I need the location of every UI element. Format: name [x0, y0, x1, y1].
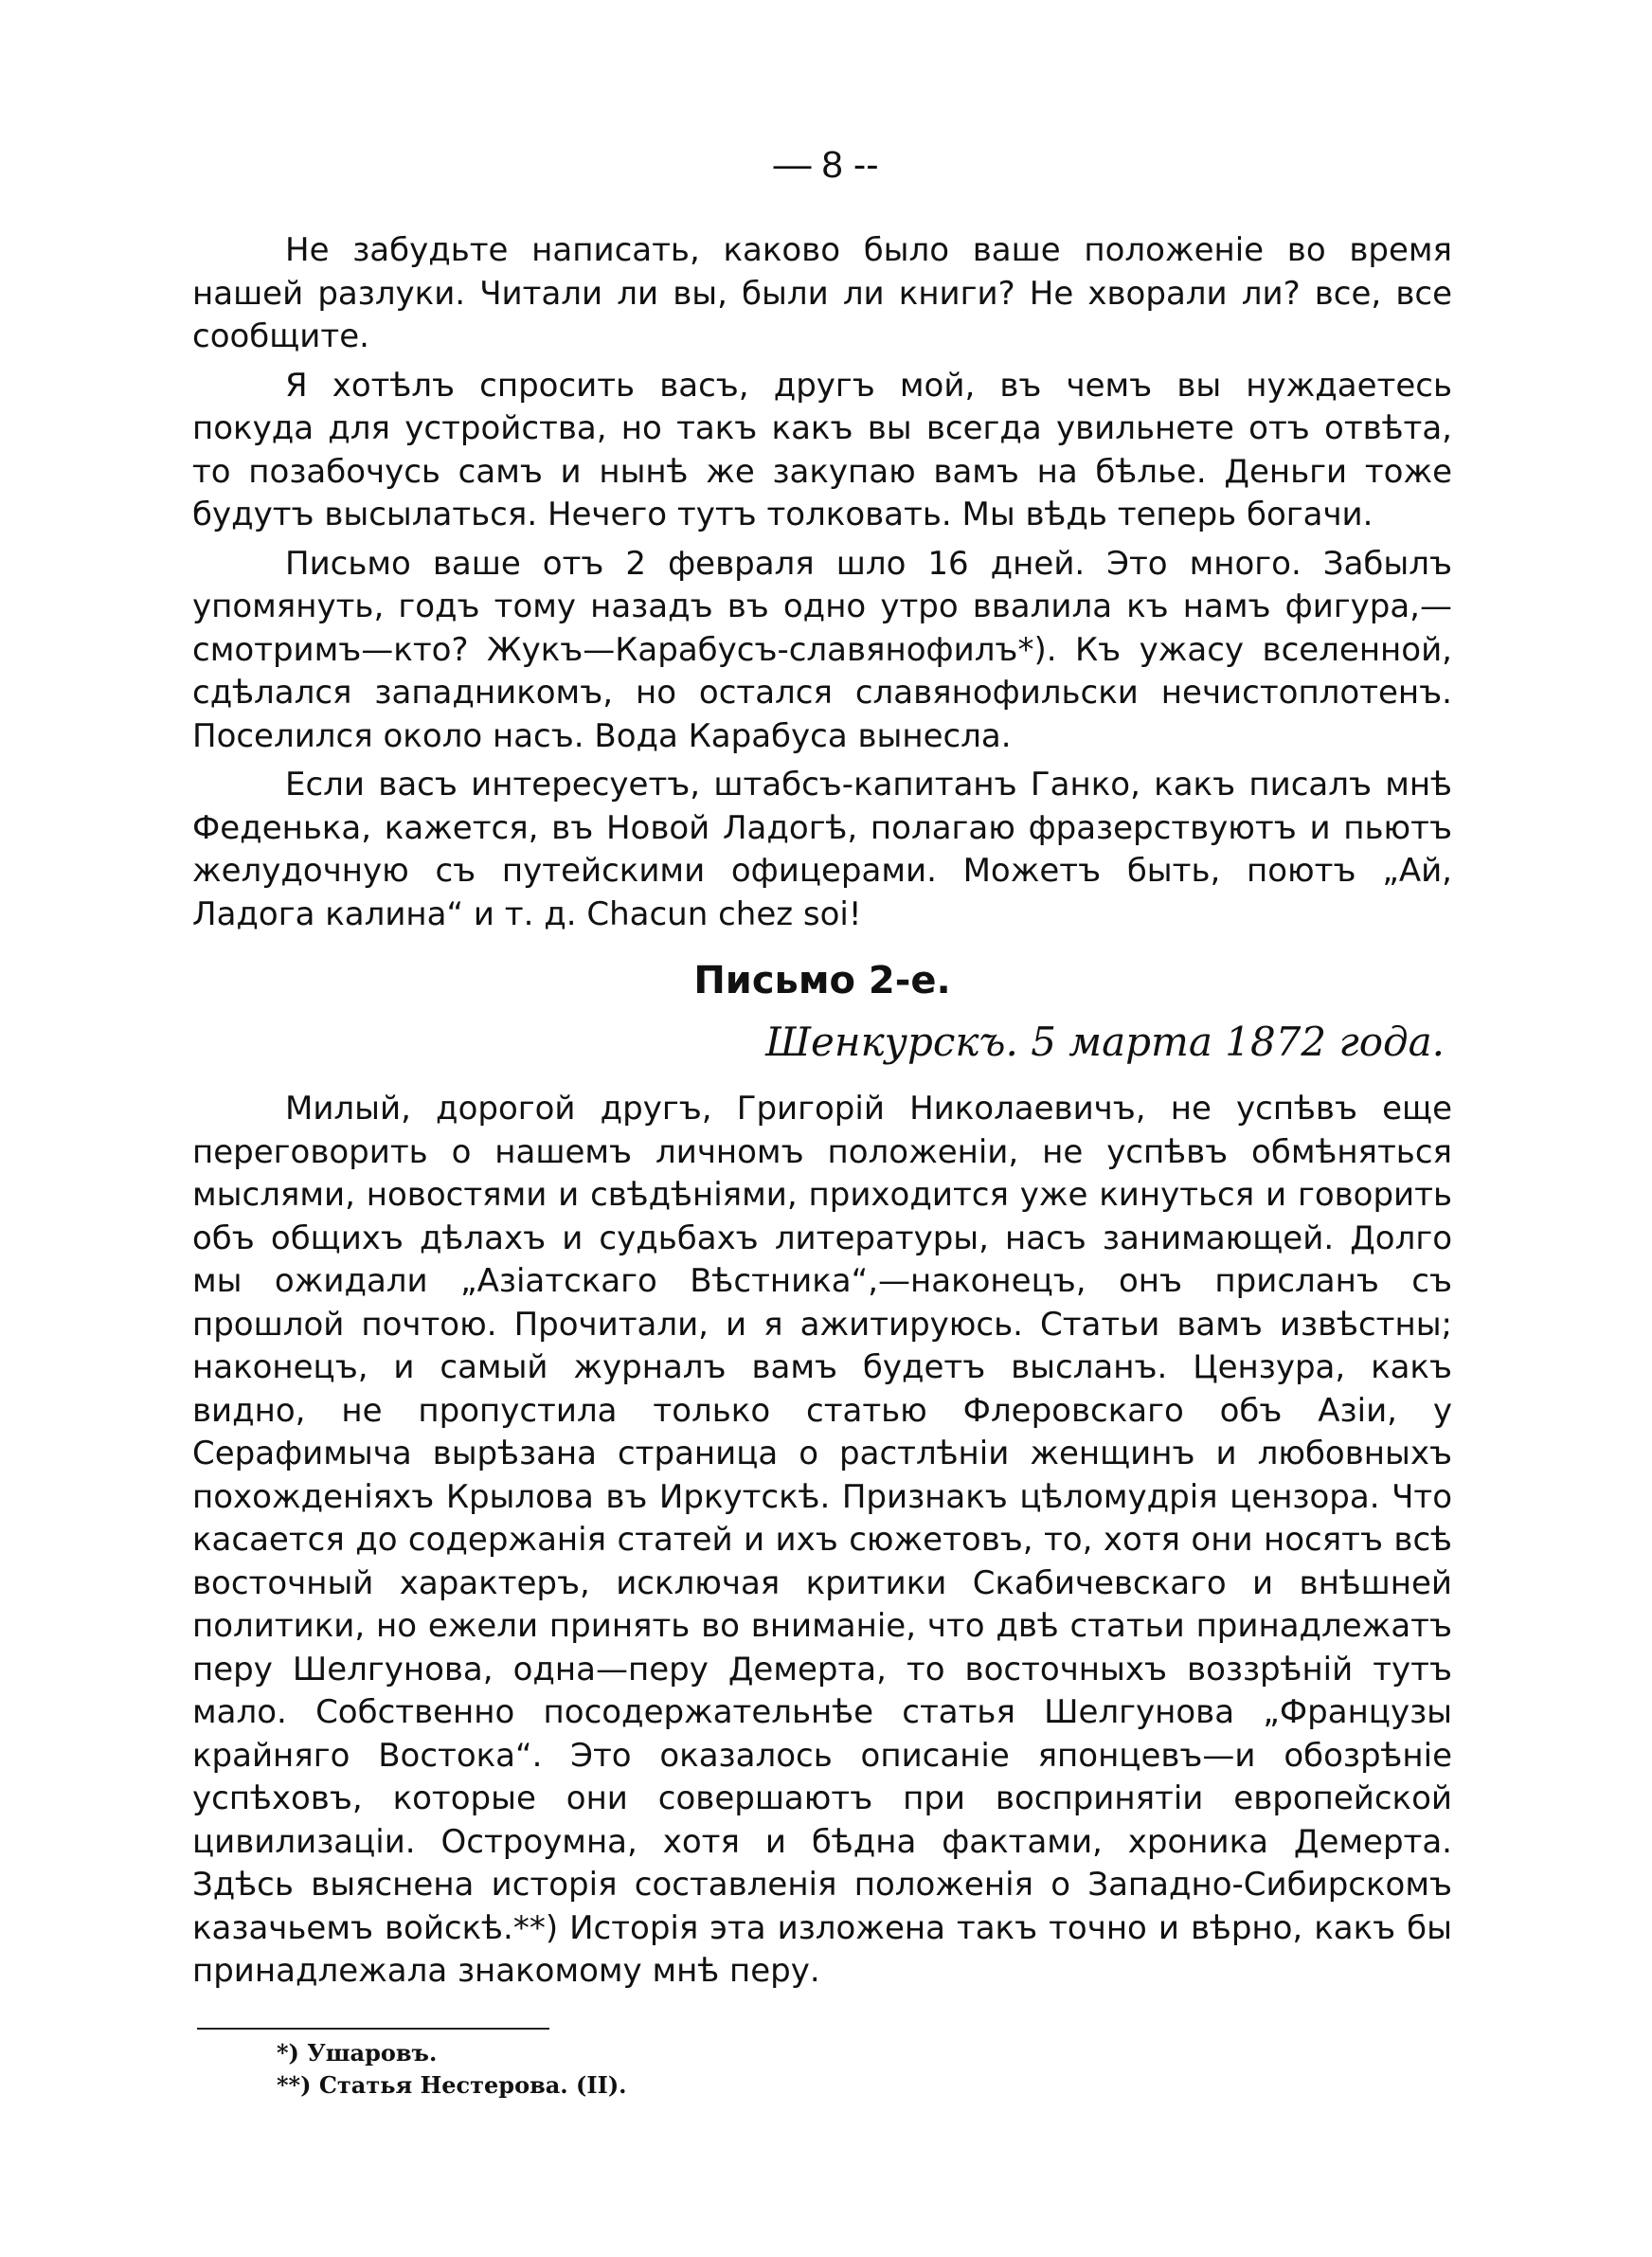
page-body [192, 229, 1452, 1999]
paragraph-3: Письмо ваше отъ 2 февраля шло 16 дней. Это много. Забылъ упомянуть, годъ тому назадъ въ одно утро ввалила къ намъ фигура,—смотримъ—кто? Жукъ—Карабусъ-славянофилъ*). Къ ужасу вселенной, сдѣлался западникомъ, но остался славянофильски нечистоплотенъ. Поселился около насъ. Вода Карабуса вынесла. [192, 544, 1452, 755]
letter-heading: Письмо 2-е. [693, 959, 951, 1002]
paragraph-2: Я хотѣлъ спросить васъ, другъ мой, въ чемъ вы нуждаетесь покуда для устройства, но такъ какъ вы всегда увильнете отъ отвѣта, то позабочусь самъ и нынѣ же закупаю вамъ на бѣлье. Деньги тоже будутъ высылаться. Нечего тутъ толковать. Мы вѣдь теперь богачи. [192, 366, 1452, 533]
footnote-divider [197, 2028, 549, 2030]
footnote-1: *) Ушаровъ. [277, 2039, 438, 2067]
letter-dateline: Шенкурскъ. 5 марта 1872 года. [765, 1019, 1445, 1065]
footnote-2: **) Статья Нестерова. (II). [277, 2071, 627, 2099]
page-number: — 8 -- [773, 144, 879, 186]
paragraph-4: Если васъ интересуетъ, штабсъ-капитанъ Ганко, какъ писалъ мнѣ Феденька, кажется, въ Новой Ладогѣ, полагаю фразерствуютъ и пьютъ желудочную съ путейскими офицерами. Можетъ быть, поютъ „Ай, Ладога калина“ и т. д. Chacun chez soi! [192, 766, 1452, 933]
footnotes [277, 2037, 627, 2102]
paragraph-1: Не забудьте написать, каково было ваше положеніе во время нашей разлуки. Читали ли вы, были ли книги? Не хворали ли? все, все сообщите. [192, 231, 1452, 355]
letter-paragraph: Милый, дорогой другъ, Григорій Николаевичъ, не успѣвъ еще переговорить о нашемъ личномъ положеніи, не успѣвъ обмѣняться мыслями, новостями и свѣдѣніями, приходится уже кинуться и говорить объ общихъ дѣлахъ и судьбахъ литературы, насъ занимающей. Долго мы ожидали „Азіатскаго Вѣстника“,—наконецъ, онъ присланъ съ прошлой почтою. Прочитали, и я ажитируюсь. Статьи вамъ извѣстны; наконецъ, и самый журналъ вамъ будетъ высланъ. Цензура, какъ видно, не пропустила только статью Флеровскаго объ Азіи, у Серафимыча вырѣзана страница о растлѣніи женщинъ и любовныхъ похожденіяхъ Крылова въ Иркутскѣ. Признакъ цѣломудрія цензора. Что касается до содержанія статей и ихъ сюжетовъ, то, хотя они носятъ всѣ восточный характеръ, исключая критики Скабичевскаго и внѣшней политики, но ежели принять во вниманіе, что двѣ статьи принадлежатъ перу Шелгунова, одна—перу Демерта, то восточныхъ воззрѣній тутъ мало. Собственно посодержательнѣе статья Шелгунова „Французы крайняго Востока“. Это оказалось описаніе японцевъ—и обозрѣніе успѣховъ, которые они совершаютъ при воспринятіи европейской цивилизаціи. Остроумна, хотя и бѣдна фактами, хроника Демерта. Здѣсь выяснена исторія составленія положенія о Западно-Сибирскомъ казачьемъ войскѣ.**) Исторія эта изложена такъ точно и вѣрно, какъ бы принадлежала знакомому мнѣ перу. [192, 1090, 1452, 1990]
